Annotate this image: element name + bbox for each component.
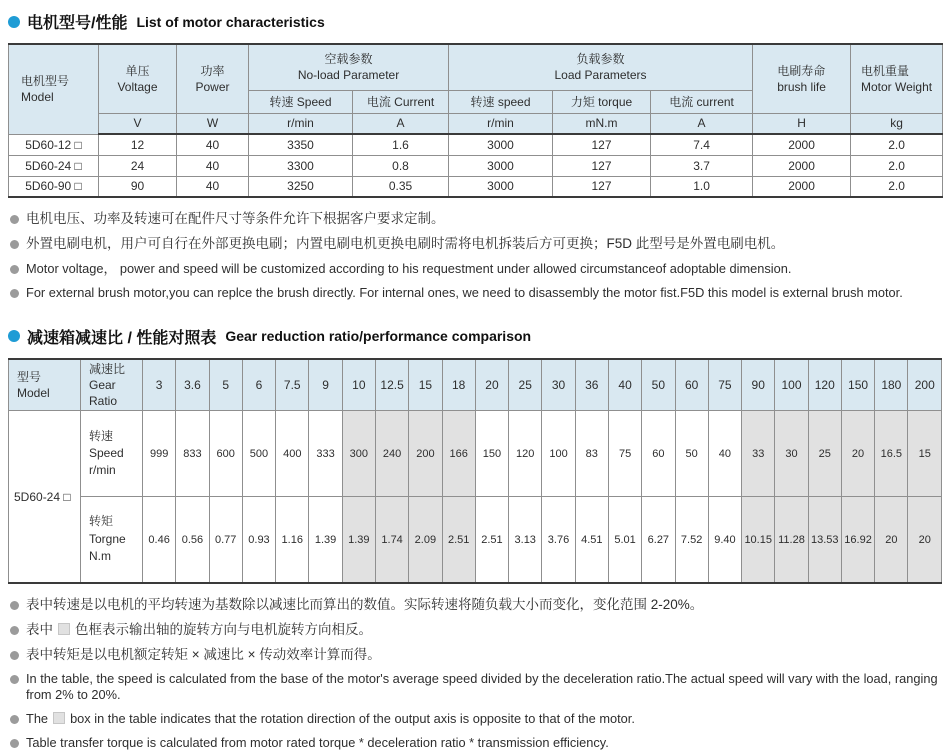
col-header-power-zh: 功率 (200, 63, 225, 78)
load-torque-cell: 127 (553, 134, 651, 155)
col-header-weight-en: Motor Weight (860, 79, 933, 94)
note-text-post: 色框表示输出轴的旋转方向与电机旋转方向相反。 (75, 621, 372, 637)
model-cell: 5D60-24 □ (9, 411, 81, 583)
gear-ratio-header-cell: 15 (409, 359, 442, 411)
noload-current-cell: 0.8 (353, 155, 449, 176)
torque-value-cell: 0.93 (242, 497, 275, 583)
torque-value-cell: 4.51 (575, 497, 608, 583)
unit-load-speed: r/min (449, 113, 553, 134)
speed-label-zh: 转速 (89, 428, 114, 443)
torque-value-cell: 3.76 (542, 497, 575, 583)
gear-ratio-header-cell: 30 (542, 359, 575, 411)
note-text (26, 711, 635, 727)
table-row (9, 134, 943, 155)
note-text: 表中转速是以电机的平均转速为基数除以减速比而算出的数值。实际转速将随负载大小而变化，变化范围 2-20%。 (26, 596, 704, 612)
speed-row (9, 411, 942, 497)
load-torque-cell: 127 (553, 155, 651, 176)
torque-value-cell: 20 (875, 497, 908, 583)
unit-voltage: V (99, 113, 177, 134)
voltage-cell: 24 (99, 155, 177, 176)
col-header-load-torque: 力矩 torque (553, 90, 651, 113)
section2-title-en: Gear reduction ratio/performance comparison (225, 328, 532, 345)
speed-value-cell: 150 (475, 411, 508, 497)
torque-label-zh: 转矩 (89, 514, 114, 529)
noload-current-cell: 0.35 (353, 176, 449, 197)
gear-ratio-header-cell: 5 (209, 359, 242, 411)
note-text: In the table, the speed is calculated from the base of the motor's average speed divided by the deceleration ratio.The actual speed will vary with the load, ranging from 2% to 20%. (26, 671, 938, 703)
load-torque-cell: 127 (553, 176, 651, 197)
gear-ratio-header-cell: 40 (608, 359, 641, 411)
gear-ratio-header-cell: 150 (841, 359, 874, 411)
gear-ratio-header-cell: 6 (242, 359, 275, 411)
col-group-load-en: Load Parameters (554, 68, 647, 83)
col-header-power-en: Power (195, 79, 230, 94)
gear-ratio-header-cell: 3 (143, 359, 176, 411)
gear-table-header-row (9, 359, 942, 411)
note-bullet-icon (10, 651, 19, 660)
power-cell: 40 (177, 134, 249, 155)
unit-noload-current: A (353, 113, 449, 134)
note-text-pre: The (26, 711, 49, 727)
gear-ratio-header-cell: 25 (509, 359, 542, 411)
col-header-ratio-zh: 减速比 (89, 361, 126, 376)
model-cell: 5D60-24 □ (9, 155, 99, 176)
torque-value-cell: 10.15 (742, 497, 775, 583)
torque-value-cell: 20 (908, 497, 942, 583)
speed-value-cell: 15 (908, 411, 942, 497)
gear-ratio-header-cell: 200 (908, 359, 942, 411)
noload-speed-cell: 3300 (249, 155, 353, 176)
torque-label-unit: N.m (89, 549, 111, 564)
col-header-voltage-en: Voltage (117, 79, 158, 94)
col-group-noload-en: No-load Parameter (297, 68, 400, 83)
torque-value-cell: 0.77 (209, 497, 242, 583)
note-line (10, 236, 942, 253)
torque-value-cell: 0.46 (143, 497, 176, 583)
col-header-load-speed: 转速 speed (449, 90, 553, 113)
gear-ratio-header-cell: 100 (775, 359, 808, 411)
load-current-cell: 1.0 (651, 176, 753, 197)
note-bullet-icon (10, 215, 19, 224)
gray-box-icon (53, 712, 65, 724)
note-line (10, 735, 942, 751)
gear-ratio-header-cell: 3.6 (176, 359, 209, 411)
col-group-load-zh: 负载参数 (576, 52, 625, 67)
col-header-model-zh: 电机型号 (21, 74, 70, 89)
gear-ratio-header-cell: 180 (875, 359, 908, 411)
load-speed-cell: 3000 (449, 176, 553, 197)
load-current-cell: 7.4 (651, 134, 753, 155)
note-bullet-icon (10, 739, 19, 748)
speed-value-cell: 83 (575, 411, 608, 497)
unit-power: W (177, 113, 249, 134)
speed-value-cell: 500 (242, 411, 275, 497)
torque-value-cell: 2.51 (442, 497, 475, 583)
note-bullet-icon (10, 601, 19, 610)
note-text: Motor voltage， power and speed will be customized according to his requestment under allowed circumstanceof adoptable dimension. (26, 260, 792, 276)
voltage-cell: 12 (99, 134, 177, 155)
torque-value-cell: 7.52 (675, 497, 708, 583)
speed-label-en: Speed (89, 446, 124, 461)
torque-value-cell: 1.39 (342, 497, 375, 583)
col-header-noload-current: 电流 Current (353, 90, 449, 113)
col-header-voltage (99, 44, 177, 113)
torque-value-cell: 2.09 (409, 497, 442, 583)
note-text-pre: 表中 (26, 621, 53, 637)
gear-ratio-header-cell: 75 (708, 359, 741, 411)
noload-speed-cell: 3350 (249, 134, 353, 155)
model-cell: 5D60-12 □ (9, 134, 99, 155)
section1-title-zh: 电机型号/性能 (27, 15, 128, 32)
torque-value-cell: 1.39 (309, 497, 342, 583)
noload-speed-cell: 3250 (249, 176, 353, 197)
torque-value-cell: 11.28 (775, 497, 808, 583)
torque-value-cell: 1.74 (375, 497, 408, 583)
power-cell: 40 (177, 176, 249, 197)
speed-value-cell: 60 (642, 411, 675, 497)
col-header-motor-weight (851, 44, 943, 113)
load-speed-cell: 3000 (449, 134, 553, 155)
table-row (9, 176, 943, 197)
note-bullet-icon (10, 289, 19, 298)
weight-cell: 2.0 (851, 155, 943, 176)
table1-header-row-1 (9, 44, 943, 90)
speed-value-cell: 166 (442, 411, 475, 497)
col-header-voltage-zh: 单压 (125, 63, 150, 78)
col-header-model-en: Model (21, 90, 54, 105)
col-header-load-current: 电流 current (651, 90, 753, 113)
unit-load-torque: mN.m (553, 113, 651, 134)
load-current-cell: 3.7 (651, 155, 753, 176)
speed-value-cell: 120 (509, 411, 542, 497)
speed-value-cell: 200 (409, 411, 442, 497)
torque-value-cell: 0.56 (176, 497, 209, 583)
note-line (10, 211, 942, 228)
voltage-cell: 90 (99, 176, 177, 197)
gear-ratio-header-cell: 20 (475, 359, 508, 411)
speed-value-cell: 833 (176, 411, 209, 497)
load-speed-cell: 3000 (449, 155, 553, 176)
note-line (10, 261, 942, 277)
note-text (26, 622, 372, 639)
speed-value-cell: 33 (742, 411, 775, 497)
torque-value-cell: 6.27 (642, 497, 675, 583)
speed-value-cell: 100 (542, 411, 575, 497)
gear-ratio-header-cell: 7.5 (276, 359, 309, 411)
gear-ratio-header-cell: 36 (575, 359, 608, 411)
torque-label-en: Torgne (89, 531, 126, 546)
note-text: 外置电刷电机，用户可自行在外部更换电刷；内置电刷电机更换电刷时需将电机拆装后方可更换；F5D 此型号是外置电刷电机。 (26, 235, 785, 251)
notes-section-1 (10, 211, 942, 301)
col-group-noload (249, 44, 449, 90)
torque-value-cell: 5.01 (608, 497, 641, 583)
torque-value-cell: 13.53 (808, 497, 841, 583)
col-group-load (449, 44, 753, 90)
note-bullet-icon (10, 675, 19, 684)
gray-box-icon (58, 623, 70, 635)
note-text: For external brush motor,you can replce the brush directly. For internal ones, we need to disassembly the motor fist.F5D this model is external brush motor. (26, 284, 903, 300)
speed-label-unit: r/min (89, 463, 116, 478)
note-bullet-icon (10, 240, 19, 249)
weight-cell: 2.0 (851, 176, 943, 197)
table-row (9, 155, 943, 176)
col-header-model (9, 44, 99, 134)
table1-unit-row (9, 113, 943, 134)
speed-value-cell: 333 (309, 411, 342, 497)
unit-weight: kg (851, 113, 943, 134)
note-line (10, 622, 942, 639)
torque-value-cell: 2.51 (475, 497, 508, 583)
unit-noload-speed: r/min (249, 113, 353, 134)
speed-value-cell: 75 (608, 411, 641, 497)
note-bullet-icon (10, 715, 19, 724)
speed-value-cell: 30 (775, 411, 808, 497)
noload-current-cell: 1.6 (353, 134, 449, 155)
col-header-brush-life (753, 44, 851, 113)
model-cell: 5D60-90 □ (9, 176, 99, 197)
col-header-brush-zh: 电刷寿命 (777, 63, 826, 78)
brush-life-cell: 2000 (753, 176, 851, 197)
note-text-post: box in the table indicates that the rotation direction of the output axis is opposite to that of the motor. (70, 711, 635, 727)
col-header-noload-speed: 转速 Speed (249, 90, 353, 113)
torque-row (9, 497, 942, 583)
gear-ratio-header-cell: 50 (642, 359, 675, 411)
section-bullet-icon (8, 16, 20, 28)
weight-cell: 2.0 (851, 134, 943, 155)
gear-ratio-header-cell: 60 (675, 359, 708, 411)
note-bullet-icon (10, 265, 19, 274)
section1-title (8, 10, 942, 33)
torque-value-cell: 16.92 (841, 497, 874, 583)
section1-title-en: List of motor characteristics (136, 13, 325, 30)
col-group-noload-zh: 空载参数 (324, 52, 373, 67)
note-line (10, 671, 942, 703)
col-header-power (177, 44, 249, 113)
note-line (10, 711, 942, 727)
note-line (10, 597, 942, 614)
section2-title (8, 325, 942, 348)
speed-value-cell: 20 (841, 411, 874, 497)
speed-value-cell: 16.5 (875, 411, 908, 497)
speed-value-cell: 300 (342, 411, 375, 497)
col-header-weight-zh: 电机重量 (860, 63, 909, 78)
col-header-gear-ratio (81, 359, 143, 411)
gear-ratio-header-cell: 18 (442, 359, 475, 411)
gear-ratio-header-cell: 120 (808, 359, 841, 411)
torque-row-label (81, 497, 143, 583)
brush-life-cell: 2000 (753, 134, 851, 155)
speed-value-cell: 999 (143, 411, 176, 497)
note-line (10, 285, 942, 301)
col-header-model-en: Model (17, 386, 50, 400)
section-bullet-icon (8, 330, 20, 342)
power-cell: 40 (177, 155, 249, 176)
torque-value-cell: 3.13 (509, 497, 542, 583)
note-text: 表中转矩是以电机额定转矩 × 减速比 × 传动效率计算而得。 (26, 646, 381, 662)
gear-ratio-table (8, 358, 942, 584)
speed-row-label (81, 411, 143, 497)
torque-value-cell: 1.16 (276, 497, 309, 583)
gear-ratio-header-cell: 10 (342, 359, 375, 411)
col-header-ratio-en: Gear Ratio (89, 377, 118, 409)
speed-value-cell: 25 (808, 411, 841, 497)
motor-characteristics-table (8, 43, 943, 198)
col-header-brush-en: brush life (777, 79, 826, 94)
speed-value-cell: 40 (708, 411, 741, 497)
speed-value-cell: 400 (276, 411, 309, 497)
unit-brush-life: H (753, 113, 851, 134)
speed-value-cell: 600 (209, 411, 242, 497)
note-text: 电机电压、功率及转速可在配件尺寸等条件允许下根据客户要求定制。 (26, 211, 445, 226)
torque-value-cell: 9.40 (708, 497, 741, 583)
gear-ratio-header-cell: 90 (742, 359, 775, 411)
brush-life-cell: 2000 (753, 155, 851, 176)
speed-value-cell: 50 (675, 411, 708, 497)
section2-title-zh: 减速箱减速比 / 性能对照表 (27, 329, 217, 347)
unit-load-current: A (651, 113, 753, 134)
col-header-model-zh: 型号 (17, 369, 42, 384)
col-header-model (9, 359, 81, 411)
note-bullet-icon (10, 626, 19, 635)
note-text: Table transfer torque is calculated from motor rated torque * deceleration ratio * transmission efficiency. (26, 735, 609, 751)
gear-ratio-header-cell: 9 (309, 359, 342, 411)
notes-section-2 (10, 597, 942, 751)
speed-value-cell: 240 (375, 411, 408, 497)
note-line (10, 647, 942, 664)
gear-ratio-header-cell: 12.5 (375, 359, 408, 411)
